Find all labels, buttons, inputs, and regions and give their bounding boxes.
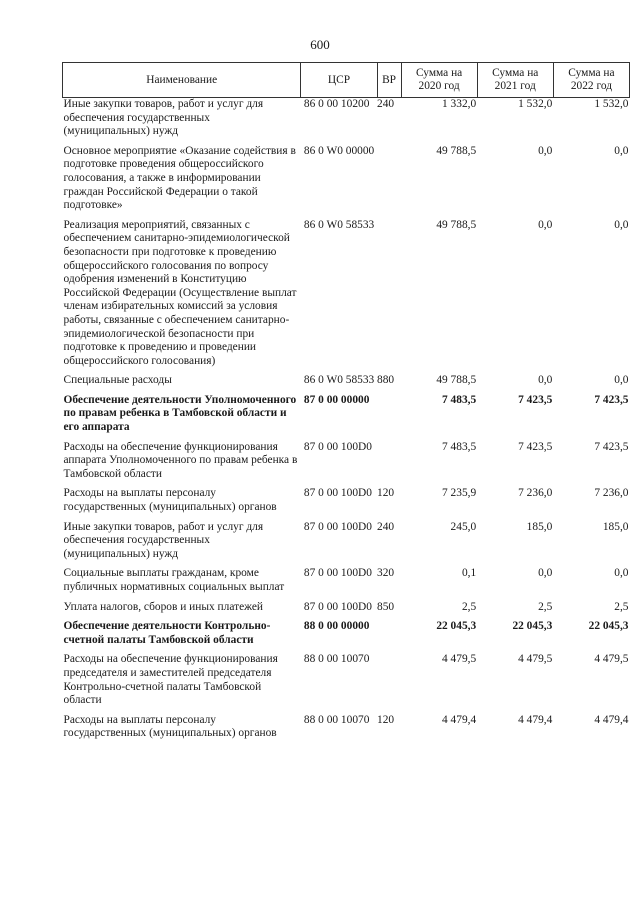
header-vr: ВР [377, 63, 401, 98]
row-csr: 86 0 W0 58533 [303, 374, 375, 387]
table-row [63, 487, 630, 520]
row-sum-2021: 7 236,0 [518, 487, 553, 500]
row-csr: 88 0 00 10070 [303, 713, 370, 726]
row-vr [377, 653, 401, 713]
row-csr: 88 0 00 00000 [303, 620, 370, 633]
row-sum-2020: 1 332,0 [442, 98, 477, 110]
header-name: Наименование [63, 63, 301, 98]
page-number: 600 [310, 37, 330, 52]
row-csr: 86 0 W0 58533 [303, 218, 375, 231]
row-sum-2022: 4 479,4 [594, 713, 629, 726]
row-sum-2022: 0,0 [614, 374, 629, 387]
row-sum-2021: 0,0 [538, 218, 553, 231]
table-header [63, 63, 630, 98]
table-row [63, 98, 630, 145]
row-vr: 850 [377, 600, 395, 613]
row-vr [377, 394, 401, 441]
table-row [63, 620, 630, 653]
row-sum-2020: 49 788,5 [436, 144, 477, 157]
row-name: Специальные расходы [63, 374, 172, 387]
row-csr: 87 0 00 100D0 [303, 520, 372, 533]
row-sum-2022: 1 532,0 [594, 98, 629, 110]
row-vr [377, 441, 401, 488]
row-csr: 88 0 00 10070 [303, 653, 370, 666]
row-sum-2021: 0,0 [538, 374, 553, 387]
row-csr: 87 0 00 100D0 [303, 440, 372, 453]
row-sum-2020: 7 483,5 [442, 393, 477, 406]
row-sum-2020: 7 235,9 [442, 487, 477, 500]
row-vr [377, 620, 401, 653]
row-sum-2022: 2,5 [614, 600, 629, 613]
row-sum-2022: 0,0 [614, 218, 629, 231]
table-row [63, 714, 630, 747]
row-sum-2020: 49 788,5 [436, 218, 477, 231]
row-vr: 880 [377, 374, 395, 387]
row-sum-2020: 22 045,3 [436, 620, 477, 633]
row-name: Иные закупки товаров, работ и услуг для обеспечения государственных (муниципальных) нужд [63, 520, 264, 560]
row-sum-2022: 7 423,5 [594, 440, 629, 453]
table-row [63, 219, 630, 375]
row-sum-2021: 2,5 [538, 600, 553, 613]
row-csr: 87 0 00 100D0 [303, 567, 372, 580]
row-name: Уплата налогов, сборов и иных платежей [63, 600, 263, 613]
table-row [63, 601, 630, 621]
row-sum-2020: 4 479,5 [442, 653, 477, 666]
row-vr [377, 145, 401, 219]
row-sum-2020: 2,5 [461, 600, 477, 613]
row-sum-2021: 185,0 [526, 520, 553, 533]
row-name: Расходы на выплаты персоналу государственных (муниципальных) органов [63, 713, 277, 740]
row-name: Расходы на обеспечение функционирования председателя и заместителей председателя Контрольно-счетной палаты Тамбовской области [63, 653, 278, 707]
table-row [63, 441, 630, 488]
row-csr: 86 0 W0 00000 [303, 144, 375, 157]
row-sum-2022: 0,0 [614, 567, 629, 580]
row-name: Социальные выплаты гражданам, кроме публичных нормативных социальных выплат [63, 567, 285, 593]
row-sum-2020: 7 483,5 [442, 440, 477, 453]
row-vr: 240 [377, 520, 395, 533]
row-sum-2021: 0,0 [538, 567, 553, 580]
row-name: Обеспечение деятельности Контрольно-счетной палаты Тамбовской области [63, 620, 271, 646]
header-sum-2021: Сумма на 2021 год [477, 63, 553, 98]
row-name: Расходы на обеспечение функционирования аппарата Уполномоченного по правам ребенка в Тамбовской области [63, 440, 298, 480]
row-sum-2021: 7 423,5 [518, 440, 553, 453]
table-row [63, 567, 630, 600]
row-sum-2021: 4 479,5 [518, 653, 553, 666]
row-csr: 87 0 00 00000 [303, 393, 370, 406]
row-sum-2020: 4 479,4 [442, 713, 477, 726]
row-sum-2021: 22 045,3 [512, 620, 553, 633]
header-sum-2022: Сумма на 2022 год [553, 63, 629, 98]
row-vr: 320 [377, 567, 395, 580]
row-sum-2021: 4 479,4 [518, 713, 553, 726]
row-csr: 86 0 00 10200 [303, 98, 370, 110]
row-name: Основное мероприятие «Оказание содействия в подготовке проведения общероссийского голосования, а также в информировании граждан Российской Федерации о такой подготовке» [63, 144, 296, 212]
row-name: Расходы на выплаты персоналу государственных (муниципальных) органов [63, 487, 277, 514]
row-sum-2021: 1 532,0 [518, 98, 553, 110]
row-sum-2022: 22 045,3 [588, 620, 629, 633]
header-csr: ЦСР [301, 63, 377, 98]
row-vr [377, 219, 401, 375]
row-sum-2020: 49 788,5 [436, 374, 477, 387]
row-sum-2022: 7 236,0 [594, 487, 629, 500]
row-csr: 87 0 00 100D0 [303, 487, 372, 500]
row-vr: 120 [377, 713, 395, 726]
row-sum-2022: 7 423,5 [594, 393, 629, 406]
row-sum-2020: 245,0 [450, 520, 477, 533]
table-row [63, 653, 630, 713]
row-csr: 87 0 00 100D0 [303, 600, 372, 613]
row-vr: 120 [377, 487, 395, 500]
table-row [63, 145, 630, 219]
row-sum-2022: 185,0 [602, 520, 629, 533]
budget-table [62, 62, 630, 747]
row-sum-2022: 4 479,5 [594, 653, 629, 666]
row-sum-2021: 7 423,5 [518, 393, 553, 406]
row-name: Иные закупки товаров, работ и услуг для обеспечения государственных (муниципальных) нужд [63, 98, 264, 138]
row-sum-2020: 0,1 [461, 567, 477, 580]
table-row [63, 521, 630, 568]
row-sum-2021: 0,0 [538, 144, 553, 157]
row-sum-2022: 0,0 [614, 144, 629, 157]
table-row [63, 394, 630, 441]
table-row [63, 374, 630, 394]
table-body [63, 98, 630, 747]
row-name: Реализация мероприятий, связанных с обеспечением санитарно-эпидемиологической безопасности при подготовке к проведению общероссийского голосования по вопросу одобрения изменений в Конституцию Российской Федерации (Осуществление выплат членам избирательных комиссий за условия работы, связанные с обеспечением санитарно-эпидемиологической безопасности при подготовке к проведению и проведении общероссийского голосования) [63, 218, 297, 367]
row-vr: 240 [377, 98, 395, 110]
header-sum-2020: Сумма на 2020 год [401, 63, 477, 98]
row-name: Обеспечение деятельности Уполномоченного по правам ребенка в Тамбовской области и его аппарата [63, 393, 297, 434]
